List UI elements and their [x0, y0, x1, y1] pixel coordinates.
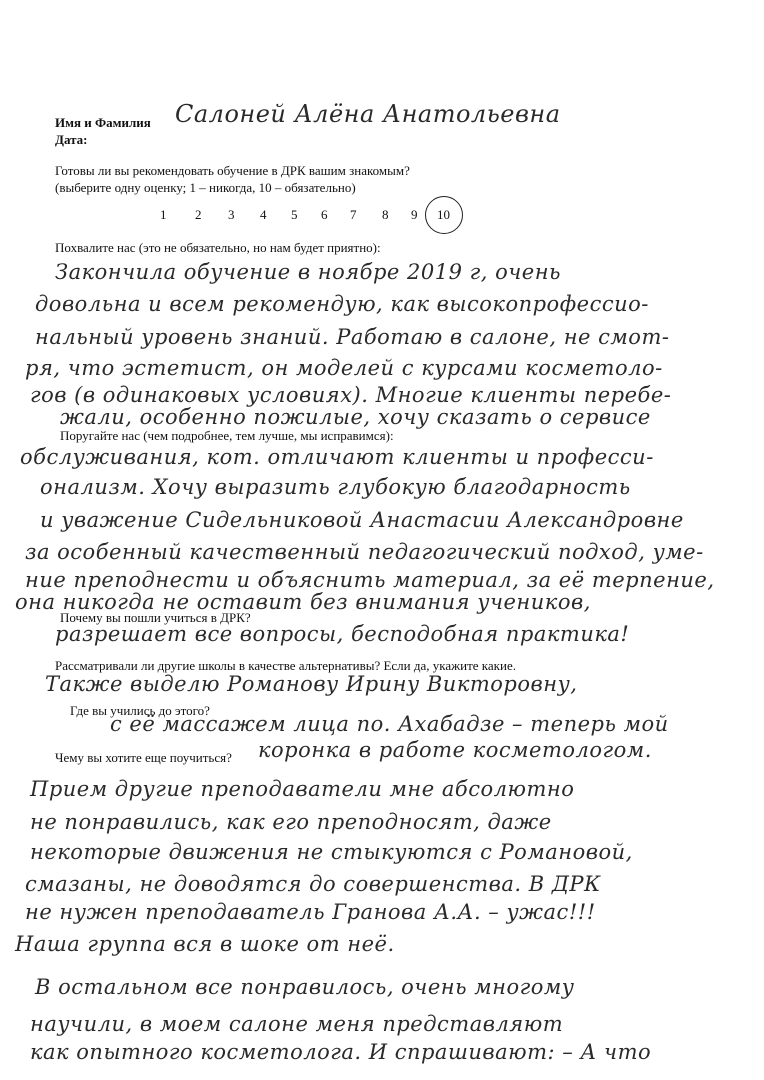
handwritten-line: коронка в работе косметологом.	[258, 738, 652, 762]
handwritten-line: смазаны, не доводятся до совершенства. В ДРК	[25, 872, 601, 896]
handwritten-name: Салоней Алёна Анатольевна	[175, 100, 561, 128]
handwritten-line: научили, в моем салоне меня представляют	[30, 1012, 564, 1036]
handwritten-line: довольна и всем рекомендую, как высокопрофессио-	[35, 292, 649, 316]
handwritten-line: онализм. Хочу выразить глубокую благодарность	[40, 475, 631, 499]
handwritten-line: разрешает все вопросы, бесподобная практика!	[55, 622, 630, 646]
handwritten-line: Наша группа вся в шоке от неё.	[15, 932, 395, 956]
why-label: Почему вы пошли учиться в ДРК?	[60, 610, 251, 625]
handwritten-line: Закончила обучение в ноябре 2019 г, очень	[55, 260, 561, 284]
name-label: Имя и Фамилия	[55, 115, 151, 130]
rating-option: 7	[350, 207, 357, 222]
handwritten-line: и уважение Сидельниковой Анастасии Александровне	[40, 508, 684, 532]
selected-score-circle	[425, 196, 463, 234]
handwritten-line: некоторые движения не стыкуются с Романовой,	[30, 840, 633, 864]
rating-option: 8	[382, 207, 389, 222]
rating-option: 1	[160, 207, 167, 222]
handwritten-line: ние преподнести и объяснить материал, за её терпение,	[25, 568, 715, 592]
handwritten-line: за особенный качественный педагогический подход, уме-	[25, 540, 704, 564]
rating-option-selected: 10	[437, 207, 450, 222]
handwritten-line: жали, особенно пожилые, хочу сказать о сервисе	[60, 405, 651, 429]
rating-option: 5	[291, 207, 298, 222]
handwritten-line: В остальном все понравилось, очень многому	[35, 975, 575, 999]
rating-option: 4	[260, 207, 267, 222]
criticize-label: Поругайте нас (чем подробнее, тем лучше, мы исправимся):	[60, 428, 394, 443]
handwritten-line: гов (в одинаковых условиях). Многие клиенты перебе-	[30, 383, 672, 407]
handwritten-line: нальный уровень знаний. Работаю в салоне, не смот-	[35, 325, 670, 349]
recommend-question: Готовы ли вы рекомендовать обучение в ДРК вашим знакомым?	[55, 163, 410, 178]
rating-option: 9	[411, 207, 418, 222]
rating-option: 6	[321, 207, 328, 222]
handwritten-line: ря, что эстетист, он моделей с курсами косметоло-	[25, 356, 663, 380]
rating-scale	[150, 207, 470, 231]
handwritten-line: с её массажем лица по. Ахабадзе – теперь мой	[110, 712, 669, 736]
rating-option: 2	[195, 207, 202, 222]
want-label: Чему вы хотите еще поучиться?	[55, 750, 232, 765]
handwritten-line: Также выделю Романову Ирину Викторовну,	[45, 672, 578, 696]
recommend-hint: (выберите одну оценку; 1 – никогда, 10 – обязательно)	[55, 180, 356, 195]
handwritten-line: обслуживания, кот. отличают клиенты и професси-	[20, 445, 654, 469]
alternatives-label: Рассматривали ли другие школы в качестве альтернативы? Если да, укажите какие.	[55, 658, 516, 673]
handwritten-line: Прием другие преподаватели мне абсолютно	[30, 777, 575, 801]
handwritten-line: не нужен преподаватель Гранова А.А. – ужас!!!	[25, 900, 596, 924]
where-label: Где вы учились до этого?	[70, 703, 210, 718]
handwritten-line: она никогда не оставит без внимания учеников,	[15, 590, 591, 614]
rating-option: 3	[228, 207, 235, 222]
date-label: Дата:	[55, 132, 88, 147]
praise-label: Похвалите нас (это не обязательно, но нам будет приятно):	[55, 240, 381, 255]
handwritten-line: как опытного косметолога. И спрашивают: – А что	[30, 1040, 652, 1064]
handwritten-line: не понравились, как его преподносят, даже	[30, 810, 552, 834]
